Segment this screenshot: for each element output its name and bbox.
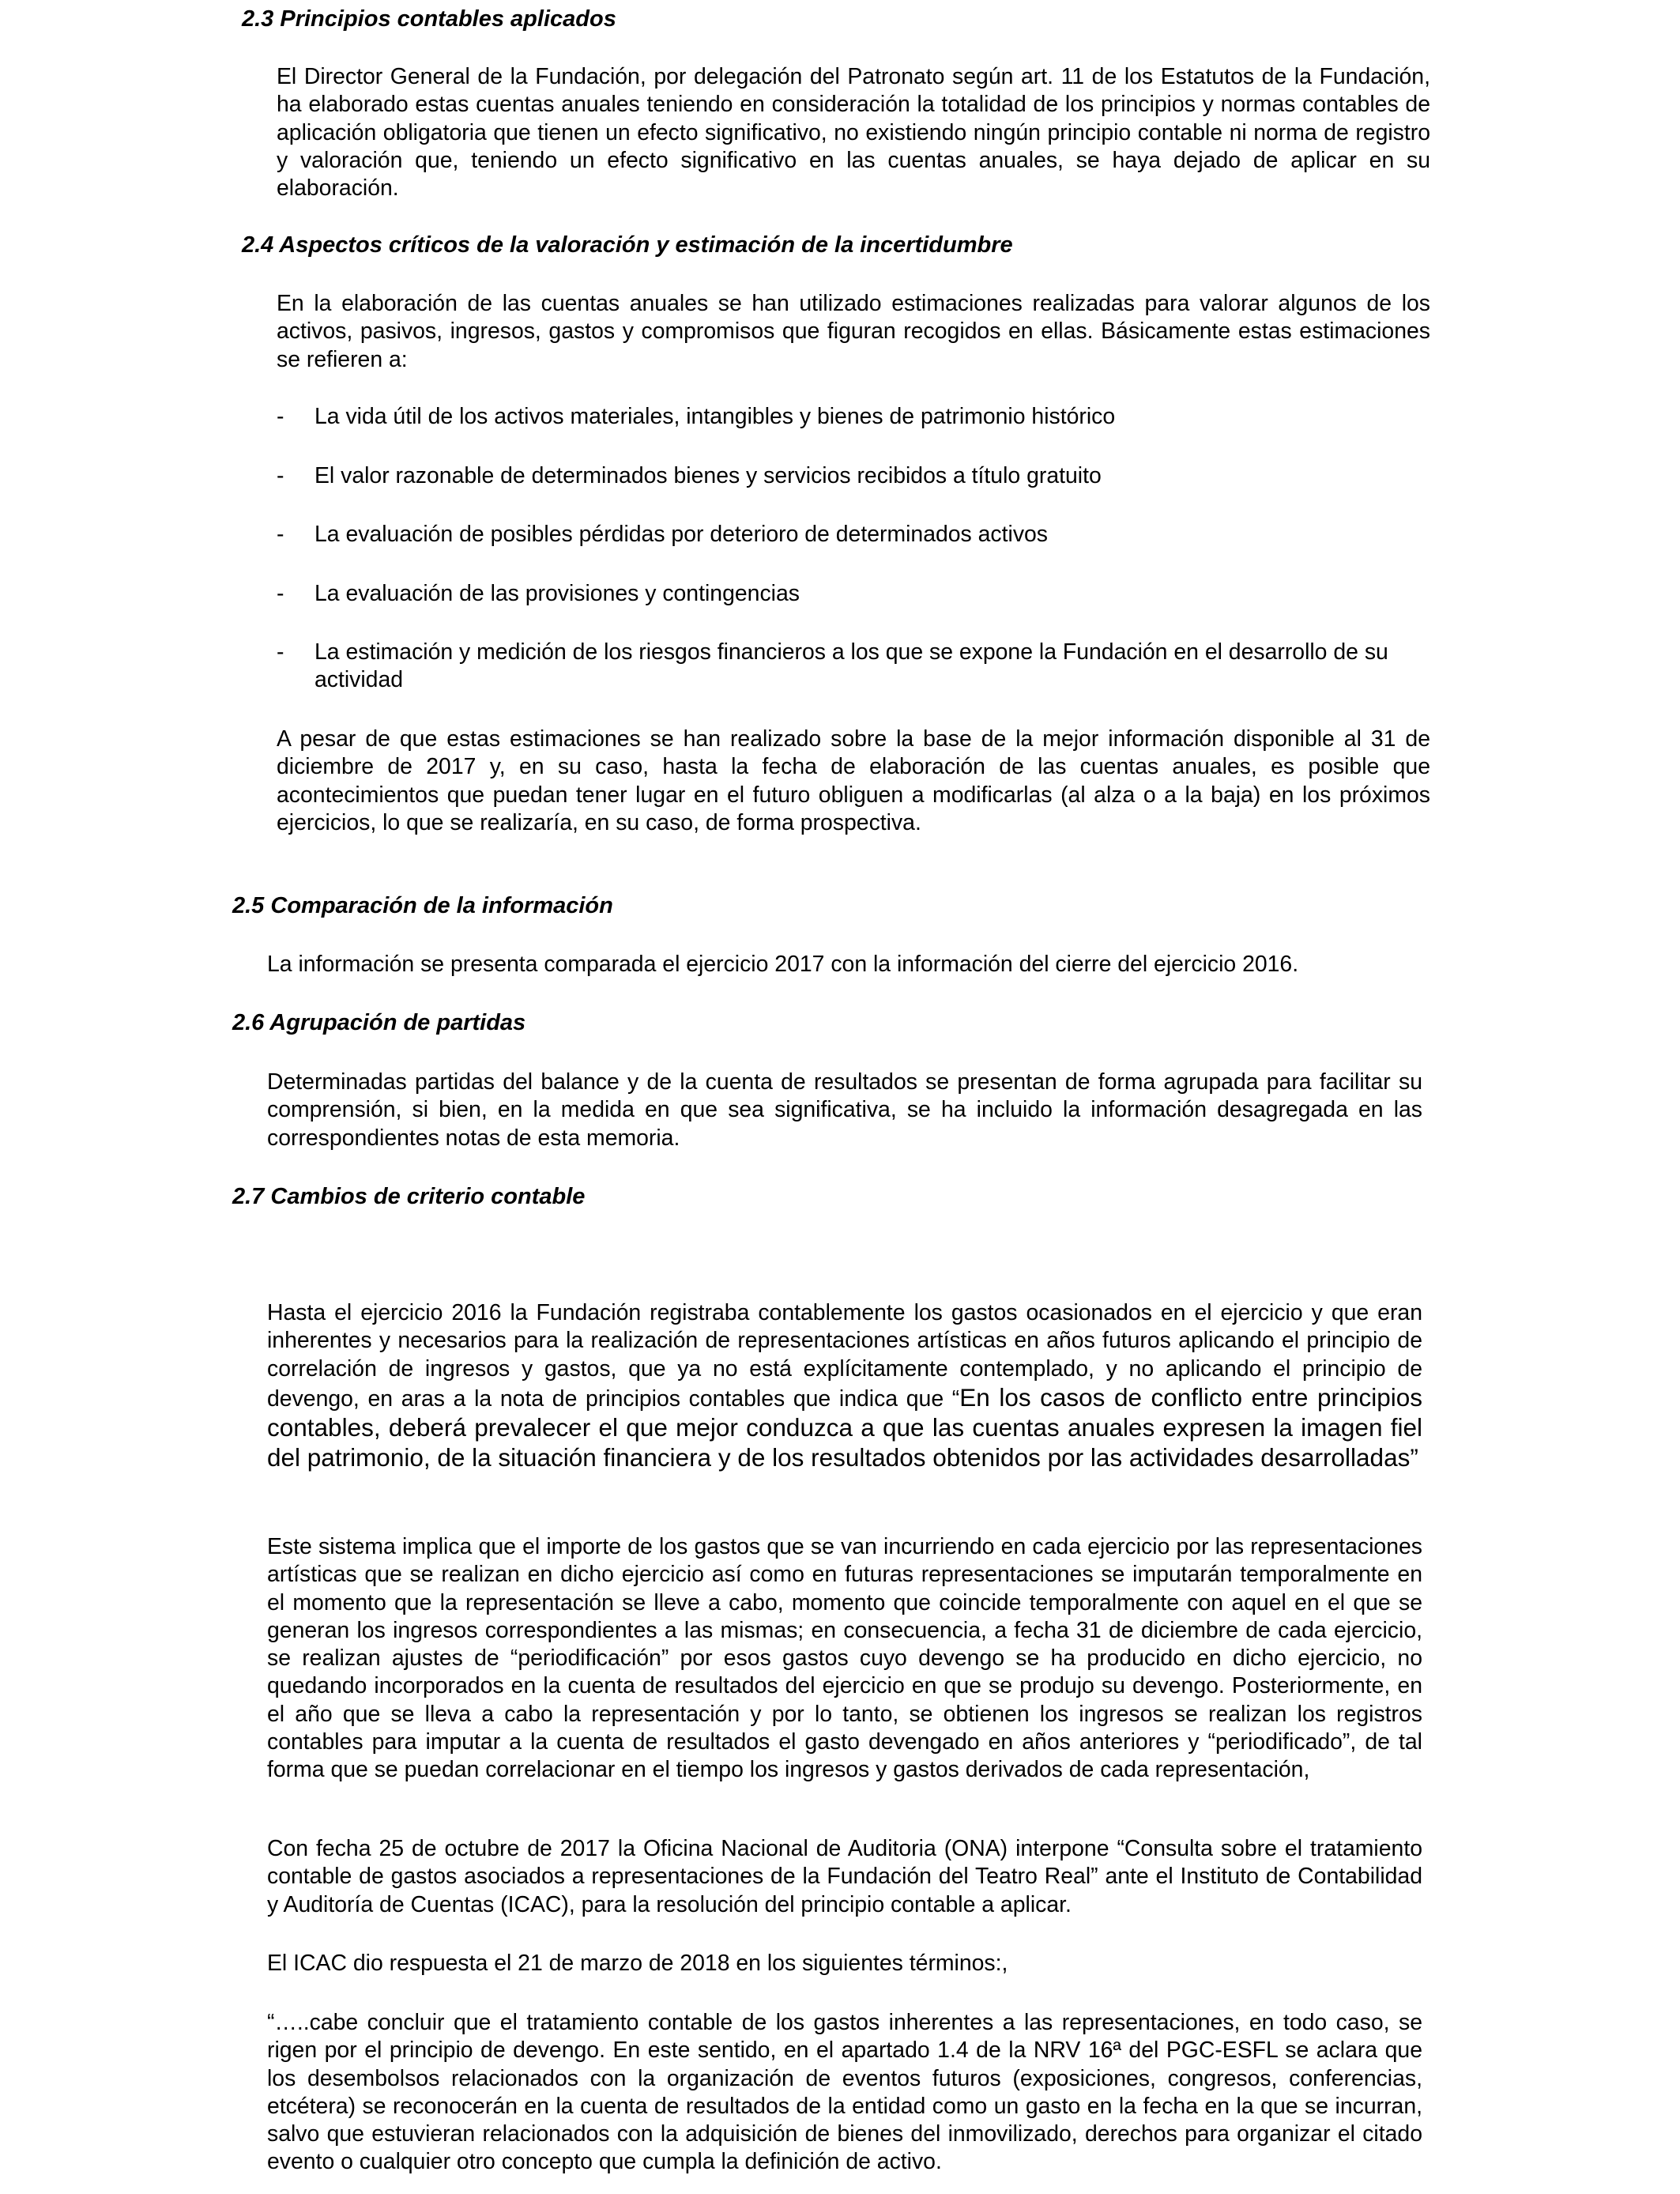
section-heading-2-5: 2.5 Comparación de la información	[232, 893, 613, 918]
section-heading-2-6: 2.6 Agrupación de partidas	[232, 1010, 526, 1035]
list-dash: -	[277, 404, 284, 429]
section-2-3-paragraph: El Director General de la Fundación, por delegación del Patronato según art. 11 de los Estatutos de la Fundación, ha elaborado estas cuentas anuales teniendo en consideración la totalidad de los principios y normas contables de aplicación obligatoria que tienen un efecto significativo, no existiendo ningún principio contable ni norma de registro y valoración que, teniendo un efecto significativo en las cuentas anuales, se haya dejado de aplicar en su elaboración.	[277, 64, 1430, 202]
section-heading-2-3: 2.3 Principios contables aplicados	[242, 6, 616, 32]
section-2-5-paragraph: La información se presenta comparada el ejercicio 2017 con la información del cierre del ejercicio 2016.	[267, 952, 1299, 977]
list-dash: -	[277, 463, 284, 488]
list-dash: -	[277, 581, 284, 606]
section-2-4-closing: A pesar de que estas estimaciones se han realizado sobre la base de la mejor información disponible al 31 de diciembre de 2017 y, en su caso, hasta la fecha de elaboración de las cuentas anuales, es posible que acontecimientos que puedan tener lugar en el futuro obliguen a modificarlas (al alza o a la baja) en los próximos ejercicios, lo que se realizaría, en su caso, de forma prospectiva.	[277, 726, 1430, 835]
section-heading-2-7: 2.7 Cambios de criterio contable	[232, 1184, 586, 1209]
section-2-7-paragraph-1	[267, 1299, 1422, 1474]
section-2-7-paragraph-3: Con fecha 25 de octubre de 2017 la Oficina Nacional de Auditoria (ONA) interpone “Consulta sobre el tratamiento contable de gastos asociados a representaciones de la Fundación del Teatro Real” ante el Instituto de Contabilidad y Auditoría de Cuentas (ICAC), para la resolución del principio contable a aplicar.	[267, 1836, 1422, 1917]
section-2-7-paragraph-5: “…..cabe concluir que el tratamiento contable de los gastos inherentes a las representaciones, en todo caso, se rigen por el principio de devengo. En este sentido, en el apartado 1.4 de la NRV 16ª del PGC-ESFL se aclara que los desembolsos relacionados con la organización de eventos futuros (exposiciones, congresos, conferencias, etcétera) se reconocerán en la cuenta de resultados de la entidad como un gasto en la fecha en la que se incurran, salvo que estuvieran relacionados con la adquisición de bienes del inmovilizado, derechos para organizar el citado evento o cualquier otro concepto que cumpla la definición de activo.	[267, 2010, 1422, 2175]
section-heading-2-4: 2.4 Aspectos críticos de la valoración y estimación de la incertidumbre	[242, 232, 1013, 258]
list-item-text: La estimación y medición de los riesgos financieros a los que se expone la Fundación en el desarrollo de su actividad	[315, 639, 1388, 693]
list-item-text: La vida útil de los activos materiales, intangibles y bienes de patrimonio histórico	[315, 404, 1116, 429]
section-2-6-paragraph: Determinadas partidas del balance y de la cuenta de resultados se presentan de forma agrupada para facilitar su comprensión, si bien, en la medida en que sea significativa, se ha incluido la información desagregada en las correspondientes notas de esta memoria.	[267, 1069, 1422, 1151]
section-2-4-intro: En la elaboración de las cuentas anuales se han utilizado estimaciones realizadas para valorar algunos de los activos, pasivos, ingresos, gastos y compromisos que figuran recogidos en ellas. Básicamente estas estimaciones se refieren a:	[277, 291, 1430, 372]
list-item-text: El valor razonable de determinados bienes y servicios recibidos a título gratuito	[315, 463, 1102, 488]
paragraph-text: Hasta el ejercicio 2016 la Fundación registraba contablemente los gastos ocasionados en el ejercicio y que eran inherentes y necesarios para la realización de representaciones artísticas en años futuros aplicando el principio de correlación de ingresos y gastos, que ya no está explícitamente contemplado, y no aplicando el principio de devengo, en aras a la nota de principios contables que indica que “	[267, 1300, 1422, 1412]
list-item-text: La evaluación de las provisiones y contingencias	[315, 581, 800, 606]
section-2-7-paragraph-2: Este sistema implica que el importe de los gastos que se van incurriendo en cada ejercicio por las representaciones artísticas que se realizan en dicho ejercicio así como en futuras representaciones se imputarán temporalmente en el momento que la representación se lleve a cabo, momento que coincide temporalmente con aquel en el que se generan los ingresos correspondientes a las mismas; en consecuencia, a fecha 31 de diciembre de cada ejercicio, se realizan ajustes de “periodificación” por esos gastos cuyo devengo se ha producido en dicho ejercicio, no quedando incorporados en la cuenta de resultados del ejercicio en que se produjo su devengo. Posteriormente, en el año que se lleva a cabo la representación y por lo tanto, se obtienen los ingresos se realizan los registros contables para imputar a la cuenta de resultados el gasto devengado en años anteriores y “periodificado”, de tal forma que se puedan correlacionar en el tiempo los ingresos y gastos derivados de cada representación,	[267, 1534, 1422, 1783]
section-2-7-paragraph-4: El ICAC dio respuesta el 21 de marzo de 2018 en los siguientes términos:,	[267, 1951, 1008, 1976]
list-dash: -	[277, 639, 284, 665]
list-dash: -	[277, 522, 284, 547]
quoted-principle: En los casos de conflicto entre principios contables, deberá prevalecer el que mejor conduzca a que las cuentas anuales expresen la imagen fiel del patrimonio, de la situación financiera y de los resultados obtenidos por las actividades desarrolladas”	[267, 1382, 1422, 1472]
list-item-text: La evaluación de posibles pérdidas por deterioro de determinados activos	[315, 522, 1049, 547]
